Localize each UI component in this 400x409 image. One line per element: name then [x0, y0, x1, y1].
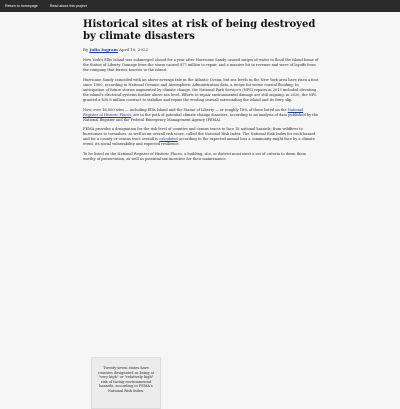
paragraph-4-text-start: FEMA provides a designation for the risk level of counties and census tracts to face 18 national hazards, from wildfires to hurricanes to tornadoes, as well as an overall risk score, called the National Risk Index. The National Risk Index for each hazard and for a county or census tract overall is [83, 127, 316, 142]
byline-prefix: By [83, 47, 89, 52]
paragraph-3 [83, 108, 319, 123]
return-to-homepage-link[interactable]: Return to homepage [5, 4, 38, 8]
national-register-link[interactable]: National Register of Historic Places [83, 107, 304, 117]
paragraph-3-text-start: Now, over 16,500 sites — including Ellis Island and the Statue of Liberty — or roughly 18% of those listed on the [83, 107, 288, 112]
article-title: Historical sites at risk of being destroyed by climate disasters [83, 19, 316, 42]
top-nav-bar [0, 0, 400, 12]
paragraph-5: To be listed on the National Register of Historic Places, a building, site, or district must meet a set of criteria to deem them worthy of preservation, as well as potential tax incentive for their maintenance. [83, 152, 306, 162]
paragraph-3-text-end: , are in the path of potential climate change disasters, according to an analysis of data published by the National Register and the Federal Emergency Management Agency (FEMA). [83, 112, 319, 122]
byline [83, 47, 319, 52]
paragraph-1: New York's Ellis Island was submerged closed for a year after Hurricane Sandy caused surges of water to flood the island home of the Statue of Liberty. Damage from the storm caused $77 million to repair, and a massive hit in revenue and wave of layoffs from the company that ferries tourists to the island. [83, 58, 319, 73]
about-project-link[interactable]: Read about this project [49, 4, 87, 8]
paragraph-4-text-end: according to the expected annual loss a community might face by a climate event, its social vulnerability and expected resilience. [83, 137, 315, 147]
author-link[interactable]: Julia Ingram [89, 47, 118, 52]
calculated-link[interactable]: calculated [159, 137, 178, 142]
article [83, 19, 319, 167]
publish-date: April 10, 2022 [119, 47, 149, 52]
graphic-caption-text: Twenty-seven states have counties designated as being at "very high" or "relatively high" risk of facing environmental hazards, according to FEMA's National Risk Index. [97, 366, 155, 393]
paragraph-4 [83, 127, 319, 147]
paragraph-2: Hurricane Sandy coincided with an above-average tide in the Atlantic Ocean, but sea levels in the New York area have risen a foot since 1900, according to National Oceanic and Atmospheric Administration data, a recipe for worse coastal flooding. In anticipation of future storms augmented by climate change, the National Park Service's (NPS) repairs in 2013 included elevating the island's electrical systems further above sea level. Efforts to repair environmental damage are still ongoing: in 2020, the NPS granted a $30.8 million contract to stabilize and repair the eroding seawall surrounding the island and its ferry slip. [83, 77, 319, 102]
graphic-caption-card [91, 357, 161, 409]
